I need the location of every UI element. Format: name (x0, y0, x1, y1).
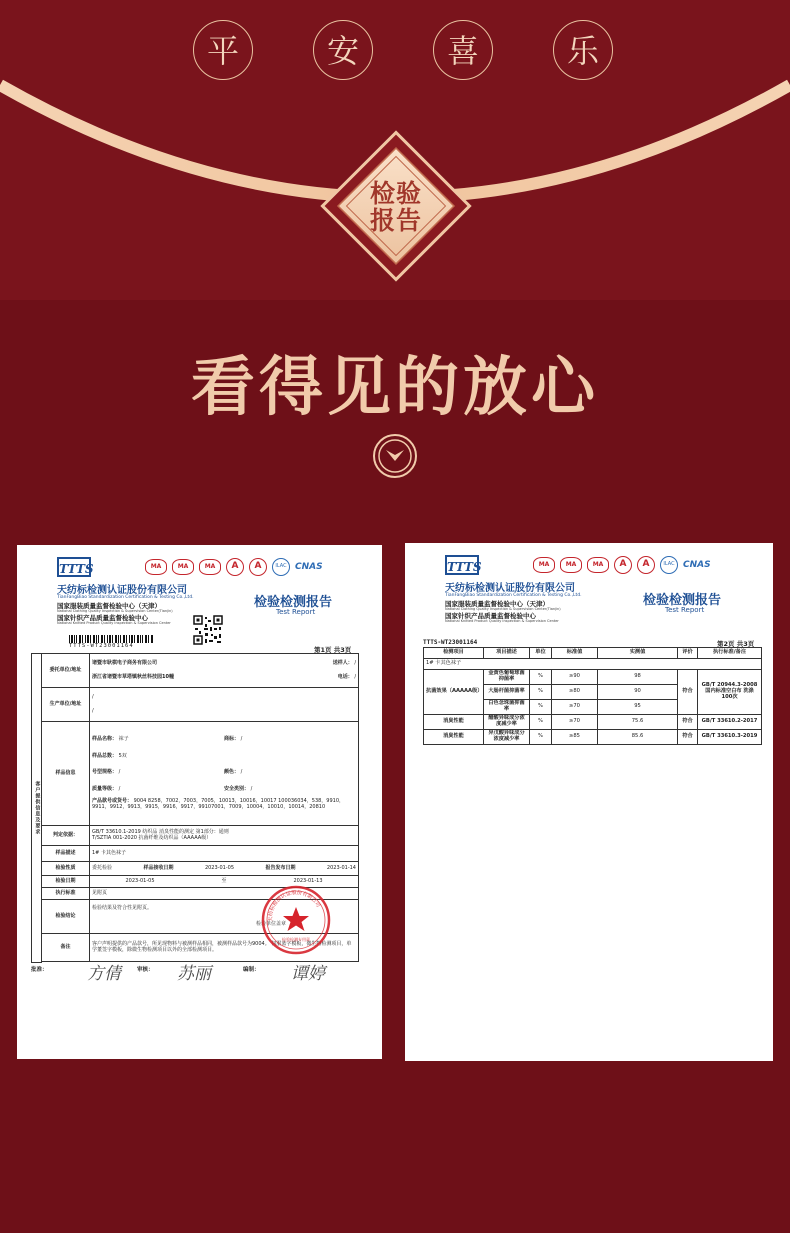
client-name: 诸暨市耿棋电子商务有限公司 (92, 659, 158, 666)
color-value: / (240, 769, 243, 776)
col-header: 评价 (678, 648, 698, 659)
sample-info-label: 样品信息 (42, 722, 90, 826)
headline: 看得见的放心 (191, 350, 599, 425)
center1-en: National Clothing Quality Inspection & Supervision Center(Tianjin) (57, 609, 173, 613)
phone-value: / (354, 673, 356, 680)
producer-label: 生产单位/地址 (42, 688, 90, 722)
ttts-logo: TTTS (57, 557, 91, 577)
ma-mark-icon: MA (145, 559, 167, 575)
badge-line-1: 检验 (369, 179, 422, 208)
test-date-from: 2023-01-05 (125, 877, 155, 884)
test-date-label: 检验日期 (42, 876, 90, 888)
test-report-page-1[interactable] (17, 545, 382, 1059)
safety-value: / (250, 786, 253, 792)
sample-name: 袜子 (118, 735, 129, 742)
org-name-en: TianFangBiao Standardization Certification & Testing Co.,Ltd. (445, 593, 582, 598)
barcode-icon (69, 635, 153, 643)
inspection-report-badge (353, 180, 439, 234)
approve-label: 批准： (31, 967, 48, 973)
test-type-row: 委托检验 样品接收日期 2023-01-05 报告发布日期 2023-01-14 (90, 862, 359, 876)
org-name-cn: 天纺标检测认证股份有限公司 (57, 585, 187, 596)
page-number: 第1页 共3页 (314, 646, 352, 654)
qr-code-icon (193, 615, 223, 645)
certification-marks (145, 557, 323, 577)
center2-en: National Knitted Product Quality Inspection & Supervision Center (57, 621, 171, 625)
center1-cn: 国家服装质量监督检验中心（天津） (445, 600, 549, 608)
accreditation-a-icon: A (249, 558, 267, 576)
issue-date: 2023-01-14 (326, 864, 356, 871)
article-numbers: 9004 8258，7002，7003，7005，10013，10016，10017 100036034，538，9910，9911，9912，9913，9915，9916，9917，99107001，7009，10004，10010，10014，20810 (92, 797, 345, 810)
ma-mark-icon: MA (199, 559, 221, 575)
report-title-cn: 检验检测报告 (643, 593, 722, 608)
report-number: TTTS-WT23001164 (69, 643, 134, 649)
col-header: 实测值 (598, 648, 678, 659)
results-table (423, 647, 762, 745)
seal-text: 天纺标检测认证股份有限公司 (267, 890, 322, 922)
seal-subtext: 检验检测专用章 (282, 937, 310, 942)
ilac-mra-icon: ILAC (660, 556, 678, 574)
report-title-en: Test Report (276, 608, 316, 616)
ttts-logo: TTTS (445, 555, 479, 575)
org-name-cn: 天纺标检测认证股份有限公司 (445, 583, 575, 594)
standard-label: 判定依据： (42, 826, 90, 846)
group-std: GB/T 20944.3-2008 国内标准空白布 洗涤100次 (698, 670, 762, 715)
client-info: 诸暨市耿棋电子商务有限公司 送样人： / 浙江省诸暨市草塔镇秋丝科技园10幢 电话： / (90, 654, 359, 688)
ma-mark-icon: MA (560, 557, 582, 573)
remark-label: 备注 (42, 934, 90, 962)
official-seal (261, 885, 331, 955)
org-name-en: TianFangBiao Standardization Certification & Testing Co.,Ltd. (57, 595, 194, 600)
table-row: 白色念珠菌抑菌率 % ≥70 95 (424, 700, 762, 715)
test-date-row: 2023-01-05 至 2023-01-13 (90, 876, 359, 888)
test-type-label: 检验性质 (42, 862, 90, 876)
accreditation-a-icon: A (637, 556, 655, 574)
page-number: 第2页 共3页 (717, 640, 755, 648)
center1-en: National Clothing Quality Inspection & Supervision Center(Tianjin) (445, 607, 561, 611)
col-header: 项目描述 (484, 648, 530, 659)
test-date-to: 2023-01-13 (293, 877, 323, 884)
banner-char-xi: 喜 (433, 20, 493, 80)
center2-en: National Knitted Product Quality Inspection & Supervision Center (445, 619, 559, 623)
cnas-mark: CNAS (295, 562, 323, 572)
producer-name: / (92, 693, 94, 700)
sample-info: 样品名称： 袜子 商标： / 样品总数： 5双 号型规格： / 颜色： / 质量等级： / 安全类别： / 产品款号或货号： 9004 8258，7002，7003，7005，10013，10016，10017 100036034，538，9910，9911，9912，9913，9915，9916，9917，99107001，7009，10004，10010，10014，20810 (90, 722, 359, 826)
client-label: 委托单位/地址 (42, 654, 90, 688)
model-value: / (118, 769, 121, 776)
review-signature: 苏丽 (177, 964, 211, 984)
conclusion-value: 检验结果及符合性见附页。 (92, 904, 153, 911)
cnas-mark: CNAS (683, 560, 711, 570)
exec-value: 见附页 (90, 888, 359, 900)
col-header: 标准值 (552, 648, 598, 659)
report-title-cn: 检验检测报告 (254, 595, 333, 610)
center2-cn: 国家针织产品质量监督检验中心 (445, 612, 536, 620)
report-title-en: Test Report (665, 606, 705, 614)
contact-value: / (354, 659, 356, 666)
brand-value: / (240, 735, 243, 742)
table-row: 抗菌效果（AAAAA级） 金黄色葡萄球菌抑菌率 % ≥90 98 符合 GB/T 20944.3-2008 国内标准空白布 洗涤100次 (424, 670, 762, 685)
group-eval: 符合 (678, 670, 698, 715)
test-type: 委托检验 (92, 864, 113, 871)
client-address: 浙江省诸暨市草塔镇秋丝科技园10幢 (92, 673, 174, 680)
producer-info (90, 688, 359, 722)
banner-char-an: 安 (313, 20, 373, 80)
center2-cn: 国家针织产品质量监督检验中心 (57, 614, 148, 622)
desc-value: 1# 卡其色袜子 (90, 846, 359, 862)
receive-date: 2023-01-05 (204, 864, 234, 871)
desc-label: 样品描述 (42, 846, 90, 862)
editor-label: 编制： (243, 967, 260, 973)
col-header: 检测项目 (424, 648, 484, 659)
ma-mark-icon: MA (172, 559, 194, 575)
center1-cn: 国家服装质量监督检验中心（天津） (57, 602, 161, 610)
sample-qty: 5双 (118, 752, 127, 759)
review-label: 审核： (137, 967, 154, 973)
table-row: 消臭性能 异戊酸异味成分浓度减少率 % ≥85 85.6 符合 GB/T 33610.3-2019 (424, 730, 762, 745)
certification-marks (533, 555, 711, 575)
accreditation-a-icon: A (614, 556, 632, 574)
seal-note: 检验单位盖章 (255, 920, 286, 927)
table-row: 消臭性能 醋酸异味成分浓度减少率 % ≥70 75.6 符合 GB/T 33610.2-2017 (424, 715, 762, 730)
conclusion-label: 检验结论 (42, 900, 90, 934)
chevron-down-icon (372, 433, 418, 479)
editor-signature: 谭婷 (291, 964, 325, 984)
grade-value: / (118, 786, 121, 792)
col-header: 执行标准/备注 (698, 648, 762, 659)
standard-value: GB/T 33610.1-2019 纺织品 消臭性能的测定 第1部分：通则 T/SZTIA 001-2020 抗菌纤维及纺织品（AAAAA级） (90, 826, 359, 846)
banner-char-le: 乐 (553, 20, 613, 80)
ma-mark-icon: MA (587, 557, 609, 573)
side-label: 客户提供信息及要求 (32, 654, 42, 963)
col-header: 单位 (530, 648, 552, 659)
table-row: 大肠杆菌抑菌率 % ≥80 90 (424, 685, 762, 700)
ilac-mra-icon: ILAC (272, 558, 290, 576)
exec-label: 执行标准 (42, 888, 90, 900)
producer-address: / (92, 707, 94, 714)
test-report-page-2[interactable] (405, 543, 773, 1061)
approve-signature: 方倩 (87, 964, 121, 984)
sample-row: 1# 卡其色袜子 (424, 659, 762, 670)
group-label: 抗菌效果（AAAAA级） (424, 670, 484, 715)
report-number: TTTS-WT23001164 (423, 639, 478, 646)
badge-line-2: 报告 (369, 206, 422, 235)
banner-char-ping: 平 (193, 20, 253, 80)
accreditation-a-icon: A (226, 558, 244, 576)
ma-mark-icon: MA (533, 557, 555, 573)
remark-value: 客户声明提供的产品款号，所见现物料与被测样品相同，被测样品款号为9004。 伺服蓝字模板，微生物检测项目，单学董签字模板，除微生物检测项目以外的全部检测项目。 (90, 934, 359, 962)
